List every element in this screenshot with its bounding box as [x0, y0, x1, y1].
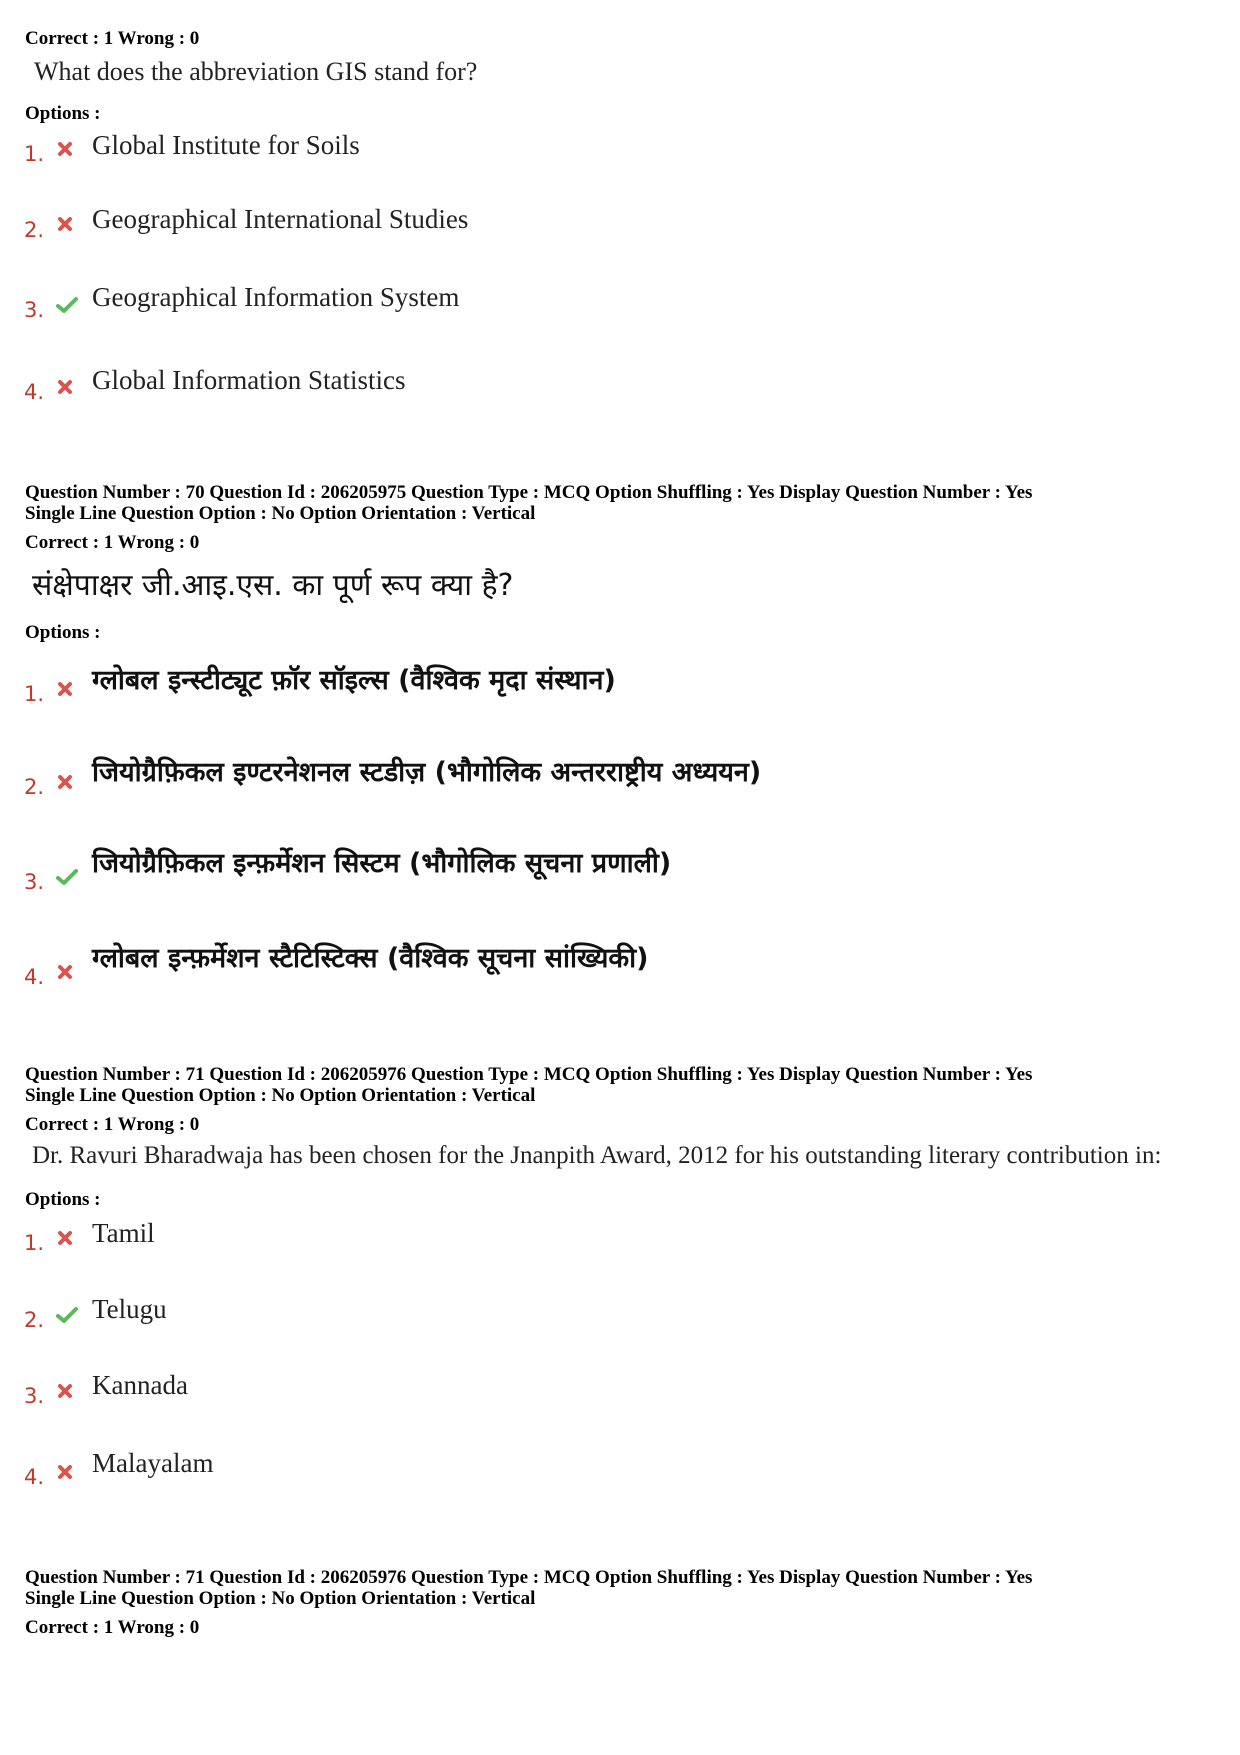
question-meta-71: Question Number : 71 Question Id : 206205976 Question Type : MCQ Option Shuffling : Yes Display Question Number : Yes	[25, 1064, 1033, 1085]
question-text-1: What does the abbreviation GIS stand for?	[34, 57, 478, 86]
question-meta-71-line2: Single Line Question Option : No Option Orientation : Vertical	[25, 1085, 536, 1106]
option-label: Telugu	[92, 1294, 167, 1324]
cross-icon	[56, 680, 74, 698]
option-number: 3.	[24, 870, 45, 894]
options-label-3: Options :	[25, 1189, 101, 1210]
option-number: 1.	[24, 1231, 45, 1255]
option-label: ग्लोबल इन्फ़र्मेशन स्टैटिस्टिक्स (वैश्विक सूचना सांख्यिकी)	[92, 943, 649, 974]
option-label: Global Institute for Soils	[92, 130, 360, 160]
cross-icon	[56, 215, 74, 233]
question-meta-70-line2: Single Line Question Option : No Option Orientation : Vertical	[25, 503, 536, 524]
check-icon	[56, 1306, 74, 1324]
option-number: 3.	[24, 298, 45, 322]
cross-icon	[56, 963, 74, 981]
cross-icon	[56, 1382, 74, 1400]
option-number: 2.	[24, 1308, 45, 1332]
option-label: Kannada	[92, 1370, 188, 1400]
option-label: जियोग्रैफ़िकल इण्टरनेशनल स्टडीज़ (भौगोलिक अन्तरराष्ट्रीय अध्ययन)	[92, 757, 762, 788]
correct-wrong-2: Correct : 1 Wrong : 0	[25, 532, 200, 553]
option-number: 1.	[24, 682, 45, 706]
option-label: Tamil	[92, 1218, 155, 1248]
question-meta-71-repeat-line2: Single Line Question Option : No Option Orientation : Vertical	[25, 1588, 536, 1609]
cross-icon	[56, 1463, 74, 1481]
cross-icon	[56, 378, 74, 396]
option-number: 2.	[24, 218, 45, 242]
option-label: Geographical International Studies	[92, 204, 469, 234]
option-number: 3.	[24, 1384, 45, 1408]
options-label-1: Options :	[25, 103, 101, 124]
option-number: 2.	[24, 775, 45, 799]
check-icon	[56, 868, 74, 886]
option-label: Geographical Information System	[92, 282, 460, 312]
option-label: Global Information Statistics	[92, 365, 406, 395]
correct-wrong-4: Correct : 1 Wrong : 0	[25, 1617, 200, 1638]
question-meta-71-repeat: Question Number : 71 Question Id : 206205976 Question Type : MCQ Option Shuffling : Yes Display Question Number : Yes	[25, 1567, 1033, 1588]
option-number: 4.	[24, 1465, 45, 1489]
option-number: 4.	[24, 965, 45, 989]
question-meta-70: Question Number : 70 Question Id : 206205975 Question Type : MCQ Option Shuffling : Yes Display Question Number : Yes	[25, 482, 1033, 503]
correct-wrong-1: Correct : 1 Wrong : 0	[25, 28, 200, 49]
option-label: जियोग्रैफ़िकल इन्फ़र्मेशन सिस्टम (भौगोलिक सूचना प्रणाली)	[92, 848, 672, 879]
option-label: Malayalam	[92, 1448, 214, 1478]
correct-wrong-3: Correct : 1 Wrong : 0	[25, 1114, 200, 1135]
option-label: ग्लोबल इन्स्टीट्यूट फ़ॉर सॉइल्स (वैश्विक मृदा संस्थान)	[92, 665, 616, 696]
cross-icon	[56, 140, 74, 158]
check-icon	[56, 296, 74, 314]
option-number: 4.	[24, 380, 45, 404]
option-number: 1.	[24, 142, 45, 166]
cross-icon	[56, 1229, 74, 1247]
options-label-2: Options :	[25, 622, 101, 643]
cross-icon	[56, 773, 74, 791]
question-text-3: Dr. Ravuri Bharadwaja has been chosen for the Jnanpith Award, 2012 for his outstanding literary contribution in:	[32, 1142, 1162, 1169]
question-text-2: संक्षेपाक्षर जी.आइ.एस. का पूर्ण रूप क्या है?	[32, 568, 514, 603]
